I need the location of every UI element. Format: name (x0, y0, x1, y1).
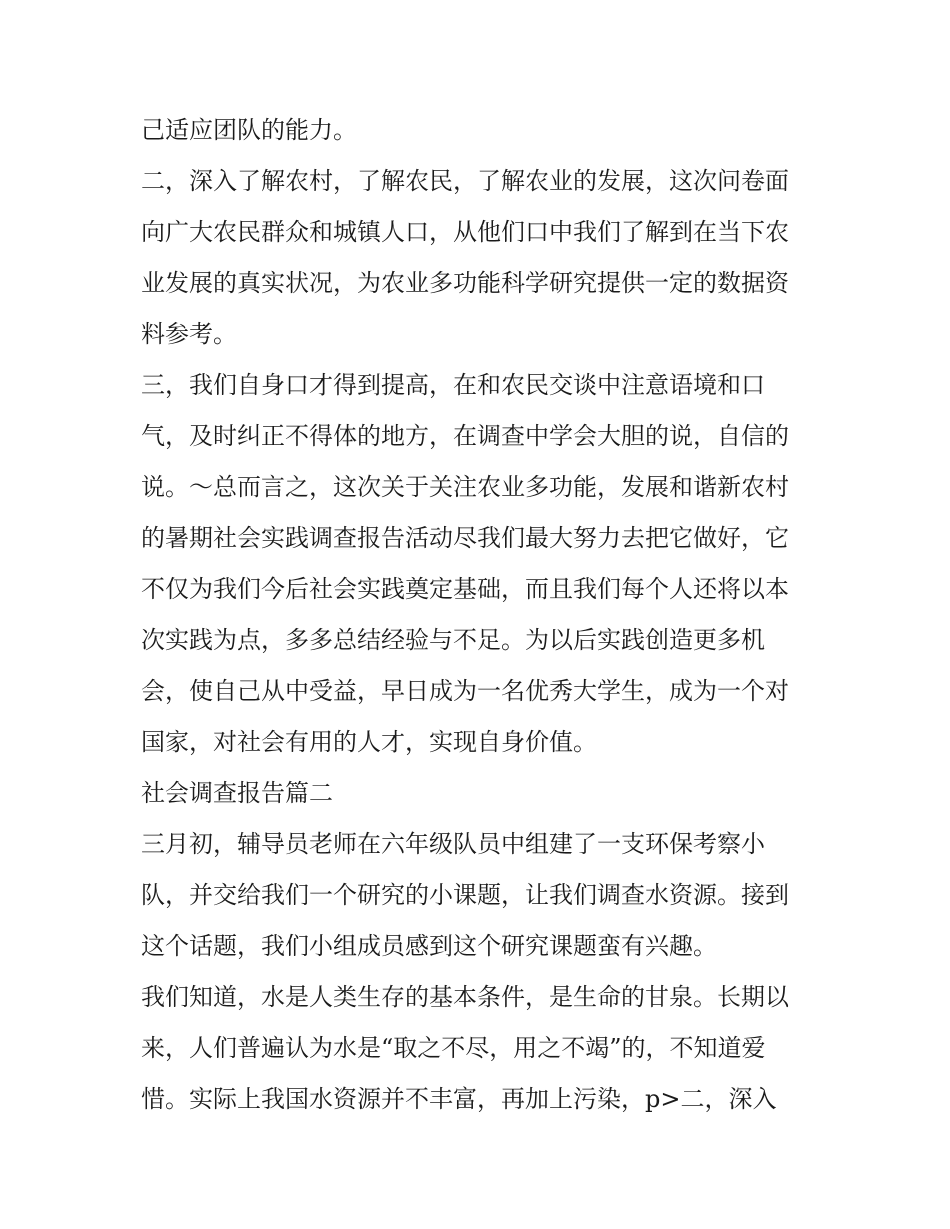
text-line: 我们知道，水是人类生存的基本条件，是生命的甘泉。长期以 (141, 983, 789, 1011)
text-line: 三月初，辅导员老师在六年级队员中组建了一支环保考察小 (141, 830, 765, 858)
text-line: 队，并交给我们一个研究的小课题，让我们调查水资源。接到 (141, 881, 789, 909)
text-line: 次实践为点，多多总结经验与不足。为以后实践创造更多机 (141, 626, 765, 654)
text-line: 来，人们普遍认为水是“取之不尽，用之不竭”的，不知道爱 (141, 1034, 766, 1062)
text-line: 向广大农民群众和城镇人口，从他们口中我们了解到在当下农 (141, 218, 789, 246)
text-line: 说。～总而言之，这次关于关注农业多功能，发展和谐新农村 (141, 473, 789, 501)
text-line: 不仅为我们今后社会实践奠定基础，而且我们每个人还将以本 (141, 575, 789, 603)
text-line: 三，我们自身口才得到提高，在和农民交谈中注意语境和口 (141, 371, 765, 399)
text-line: 业发展的真实状况，为农业多功能科学研究提供一定的数据资 (141, 269, 789, 297)
text-line: 惜。实际上我国水资源并不丰富，再加上污染，p>二，深入 (141, 1085, 777, 1113)
text-line: 料参考。 (141, 320, 237, 348)
document-body (141, 105, 813, 1125)
text-line: 这个话题，我们小组成员感到这个研究课题蛮有兴趣。 (141, 932, 717, 960)
text-line: 二，深入了解农村，了解农民，了解农业的发展，这次问卷面 (141, 167, 789, 195)
text-line: 会，使自己从中受益，早日成为一名优秀大学生，成为一个对 (141, 677, 789, 705)
text-line: 己适应团队的能力。 (141, 116, 357, 144)
section-heading: 社会调查报告篇二 (141, 779, 333, 807)
text-line: 国家，对社会有用的人才，实现自身价值。 (141, 728, 597, 756)
text-line: 气，及时纠正不得体的地方，在调查中学会大胆的说，自信的 (141, 422, 789, 450)
text-line: 的暑期社会实践调查报告活动尽我们最大努力去把它做好，它 (141, 524, 789, 552)
